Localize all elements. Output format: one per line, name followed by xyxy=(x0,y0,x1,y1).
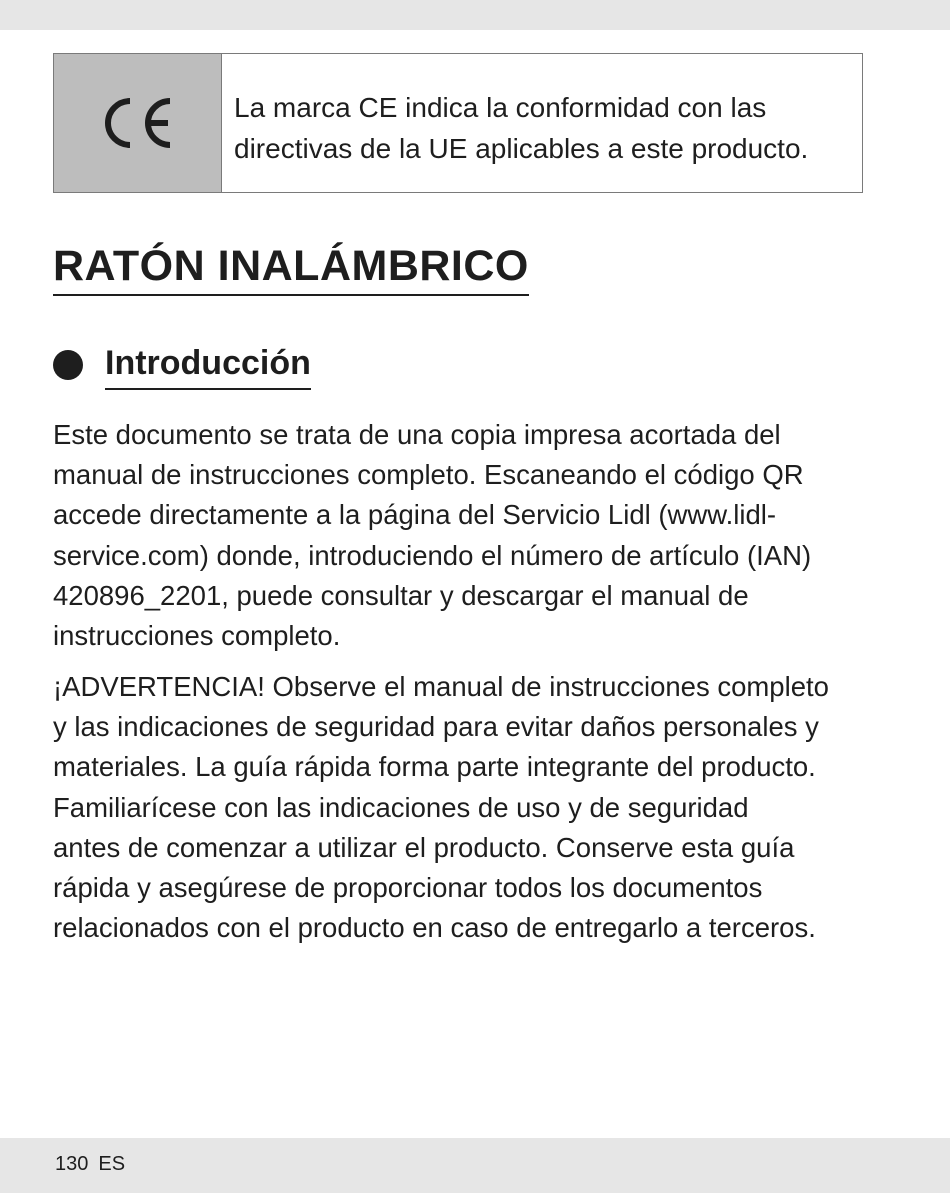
language-code: ES xyxy=(98,1153,126,1175)
paragraph-line: Familiarícese con las indicaciones de uso y de seguridad xyxy=(53,791,749,823)
bullet-icon xyxy=(53,350,83,380)
ce-notice-line: La marca CE indica la conformidad con las xyxy=(234,92,767,123)
paragraph-line: y las indicaciones de seguridad para evitar daños personales y xyxy=(53,711,819,743)
paragraph-line: relacionados con el producto en caso de entregarlo a terceros. xyxy=(53,912,816,944)
paragraph-line: accede directamente a la página del Servicio Lidl (www.lidl- xyxy=(53,499,777,531)
page-footer xyxy=(55,1151,135,1177)
intro-paragraph xyxy=(53,415,811,656)
page-number: 130 xyxy=(55,1153,89,1175)
ce-notice-text xyxy=(222,54,808,192)
paragraph-line: antes de comenzar a utilizar el producto. Conserve esta guía xyxy=(53,831,795,863)
section-heading xyxy=(53,340,311,390)
footer-band xyxy=(0,1138,950,1193)
ce-notice-line: directivas de la UE aplicables a este producto. xyxy=(234,133,809,164)
ce-mark-cell xyxy=(54,54,222,192)
ce-mark-icon xyxy=(98,93,178,153)
paragraph-line: instrucciones completo. xyxy=(53,620,341,652)
paragraph-line: rápida y asegúrese de proporcionar todos los documentos xyxy=(53,872,763,904)
top-band xyxy=(0,0,950,30)
paragraph-line: Este documento se trata de una copia impresa acortada del xyxy=(53,419,781,450)
section-title: Introducción xyxy=(105,340,311,390)
paragraph-line: ¡ADVERTENCIA! Observe el manual de instrucciones completo xyxy=(53,671,829,702)
warning-paragraph xyxy=(53,667,829,948)
document-title: RATÓN INALÁMBRICO xyxy=(53,240,529,296)
ce-notice-box xyxy=(53,53,863,193)
paragraph-line: materiales. La guía rápida forma parte integrante del producto. xyxy=(53,751,816,783)
paragraph-line: service.com) donde, introduciendo el número de artículo (IAN) xyxy=(53,539,812,571)
paragraph-line: 420896_2201, puede consultar y descargar el manual de xyxy=(53,579,749,611)
paragraph-line: manual de instrucciones completo. Escaneando el código QR xyxy=(53,459,804,491)
